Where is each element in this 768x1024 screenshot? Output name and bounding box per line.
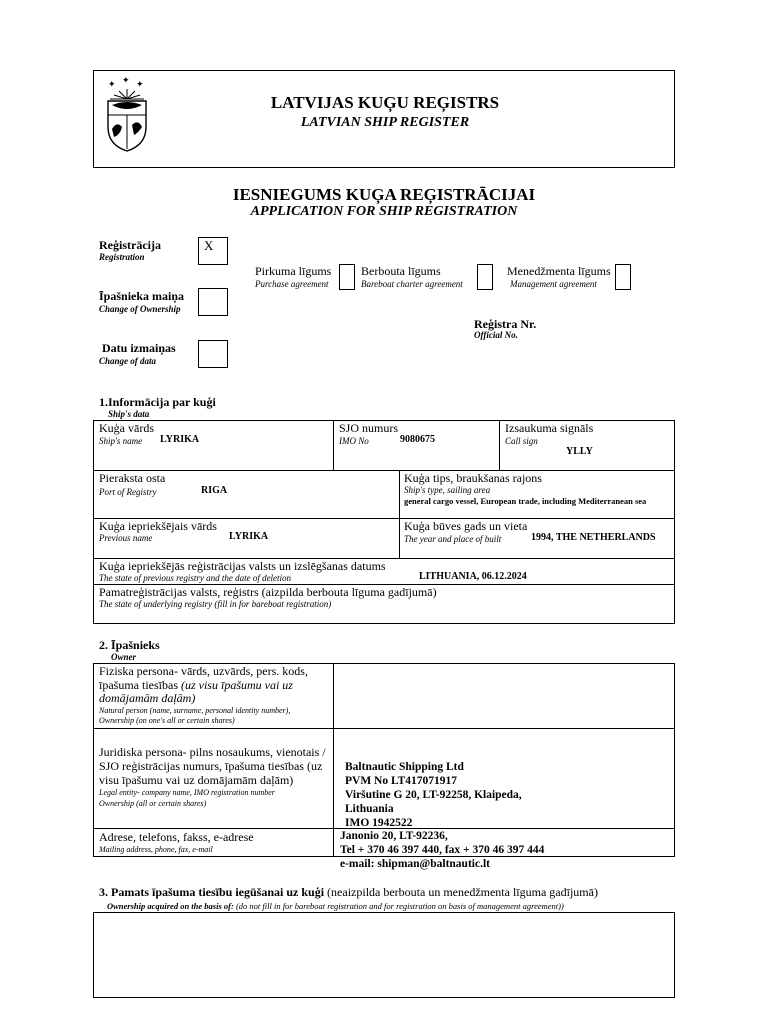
owner-line: Lithuania: [345, 803, 394, 815]
legal-entity-line2: SJO reģistrācijas numurs, īpašuma tiesības (uz: [99, 759, 323, 773]
built-value[interactable]: 1994, THE NETHERLANDS: [531, 532, 656, 543]
section1-title: 1.Informācija par kuģi: [99, 395, 216, 409]
purchase-label: Pirkuma līgums: [255, 264, 332, 278]
owner-line: Baltnautic Shipping Ltd: [345, 761, 464, 773]
register-title: LATVIJAS KUĢU REĢISTRS: [270, 93, 500, 112]
change-data-label: Datu izmaiņas: [102, 341, 176, 355]
ship-type-value[interactable]: general cargo vessel, European trade, including Mediterranean sea: [404, 496, 647, 506]
natural-person-line2-a: īpašuma tiesības: [99, 678, 178, 692]
prev-registry-value[interactable]: LITHUANIA, 06.12.2024: [419, 571, 527, 582]
svg-text:✦: ✦: [136, 80, 144, 90]
owner-company-value[interactable]: [345, 760, 522, 830]
ownership-basis-field[interactable]: [93, 912, 675, 998]
imo-label: SJO numurs: [339, 421, 399, 435]
prev-name-label-en: Previous name: [99, 533, 153, 543]
prev-name-value[interactable]: LYRIKA: [229, 531, 269, 542]
underlying-label: Pamatreģistrācijas valsts, reģistrs (aizpilda berbouta līguma gadījumā): [99, 585, 437, 599]
register-subtitle: LATVIAN SHIP REGISTER: [300, 115, 470, 130]
change-data-label-en: Change of data: [99, 356, 157, 366]
legal-entity-en2: Ownership (all or certain shares): [99, 799, 207, 808]
section3-title: [99, 885, 598, 900]
header-box: [93, 70, 675, 168]
natural-person-en1: Natural person (name, surname, personal identity number),: [99, 706, 291, 715]
registration-label-en: Registration: [99, 252, 145, 262]
management-label-en: Management agreement: [510, 279, 597, 289]
address-label: Adrese, telefons, fakss, e-adrese: [99, 830, 254, 844]
svg-text:✦: ✦: [122, 76, 130, 86]
svg-text:✦: ✦: [108, 80, 116, 90]
bareboat-label-en: Bareboat charter agreement: [361, 279, 463, 289]
call-sign-label-en: Call sign: [505, 436, 538, 446]
address-line: Tel + 370 46 397 440, fax + 370 46 397 444: [340, 844, 545, 856]
prev-registry-label-en: The state of previous registry and the date of deletion: [99, 573, 292, 583]
legal-entity-en1: Legal entity- company name, IMO registration number: [99, 788, 275, 797]
change-owner-label-en: Change of Ownership: [99, 304, 181, 314]
change-owner-label: Īpašnieka maiņa: [99, 289, 185, 303]
change-owner-checkbox[interactable]: [198, 288, 228, 316]
application-subtitle: APPLICATION FOR SHIP REGISTRATION: [250, 204, 518, 219]
official-no-label-en: Official No.: [474, 330, 518, 340]
natural-person-line1: Fiziska persona- vārds, uzvārds, pers. kods,: [99, 664, 308, 678]
application-title: IESNIEGUMS KUĢA REĢISTRĀCIJAI: [232, 185, 536, 204]
built-label-en: The year and place of built: [404, 534, 502, 544]
prev-registry-label: Kuģa iepriekšējās reģistrācijas valsts un izslēgšanas datums: [99, 559, 386, 573]
call-sign-value[interactable]: YLLY: [566, 446, 593, 457]
registration-mark: X: [204, 238, 214, 253]
imo-value[interactable]: 9080675: [400, 434, 435, 445]
owner-line: IMO 1942522: [345, 817, 413, 829]
owner-line: PVM No LT417071917: [345, 775, 458, 787]
address-line: e-mail: shipman@baltnautic.lt: [340, 858, 490, 870]
owner-line: Viršutine G 20, LT-92258, Klaipeda,: [345, 789, 522, 801]
prev-name-label: Kuģa iepriekšējais vārds: [99, 519, 217, 533]
section3-title-note: (neaizpilda berbouta un menedžmenta līguma gadījumā): [327, 885, 598, 899]
purchase-checkbox[interactable]: [339, 264, 355, 290]
management-checkbox[interactable]: [615, 264, 631, 290]
built-label: Kuģa būves gads un vieta: [404, 519, 528, 533]
port-label: Pieraksta osta: [99, 471, 166, 485]
legal-entity-line3: visu īpašumu vai uz domājamām daļām): [99, 773, 294, 787]
management-label: Menedžmenta līgums: [507, 264, 611, 278]
address-line: Janonio 20, LT-92236,: [340, 830, 448, 842]
port-label-en: Port of Registry: [99, 487, 157, 497]
section3-title-en: [107, 901, 564, 911]
section3-title-main: 3. Pamats īpašuma tiesību iegūšanai uz kuģi: [99, 885, 325, 899]
section1-title-en: Ship's data: [108, 409, 150, 419]
section3-title-en-note: (do not fill in for bareboat registration and for registration on basis of management agreement)): [235, 901, 564, 911]
imo-label-en: IMO No: [339, 436, 369, 446]
ship-type-label-en: Ship's type, sailing area: [404, 485, 491, 495]
legal-entity-line1: Juridiska persona- pilns nosaukums, vienotais /: [99, 745, 326, 759]
section2-title-en: Owner: [111, 652, 137, 662]
ship-name-value[interactable]: LYRIKA: [160, 434, 200, 445]
natural-person-en2: Ownership (on one's all or certain shares): [99, 716, 235, 725]
bareboat-checkbox[interactable]: [477, 264, 493, 290]
address-value[interactable]: [340, 829, 544, 871]
purchase-label-en: Purchase agreement: [255, 279, 329, 289]
official-no-label: Reģistra Nr.: [474, 317, 537, 331]
section2-title: 2. Īpašnieks: [99, 638, 160, 652]
port-value[interactable]: RIGA: [201, 485, 228, 496]
address-label-en: Mailing address, phone, fax, e-mail: [99, 845, 213, 854]
natural-person-line3: domājamām daļām): [99, 691, 196, 705]
change-data-checkbox[interactable]: [198, 340, 228, 368]
registration-checkbox[interactable]: [198, 237, 228, 265]
bareboat-label: Berbouta līgums: [361, 264, 441, 278]
natural-person-line2-b: (uz visu īpašumu vai uz: [180, 678, 293, 692]
registration-label: Reģistrācija: [99, 238, 161, 252]
ship-name-label-en: Ship's name: [99, 436, 143, 446]
underlying-label-en: The state of underlying registry (fill in for bareboat registration): [99, 599, 332, 609]
ship-name-label: Kuģa vārds: [99, 421, 154, 435]
call-sign-label: Izsaukuma signāls: [505, 421, 594, 435]
ship-type-label: Kuģa tips, braukšanas rajons: [404, 471, 542, 485]
section3-title-en-main: Ownership acquired on the basis of:: [107, 901, 234, 911]
